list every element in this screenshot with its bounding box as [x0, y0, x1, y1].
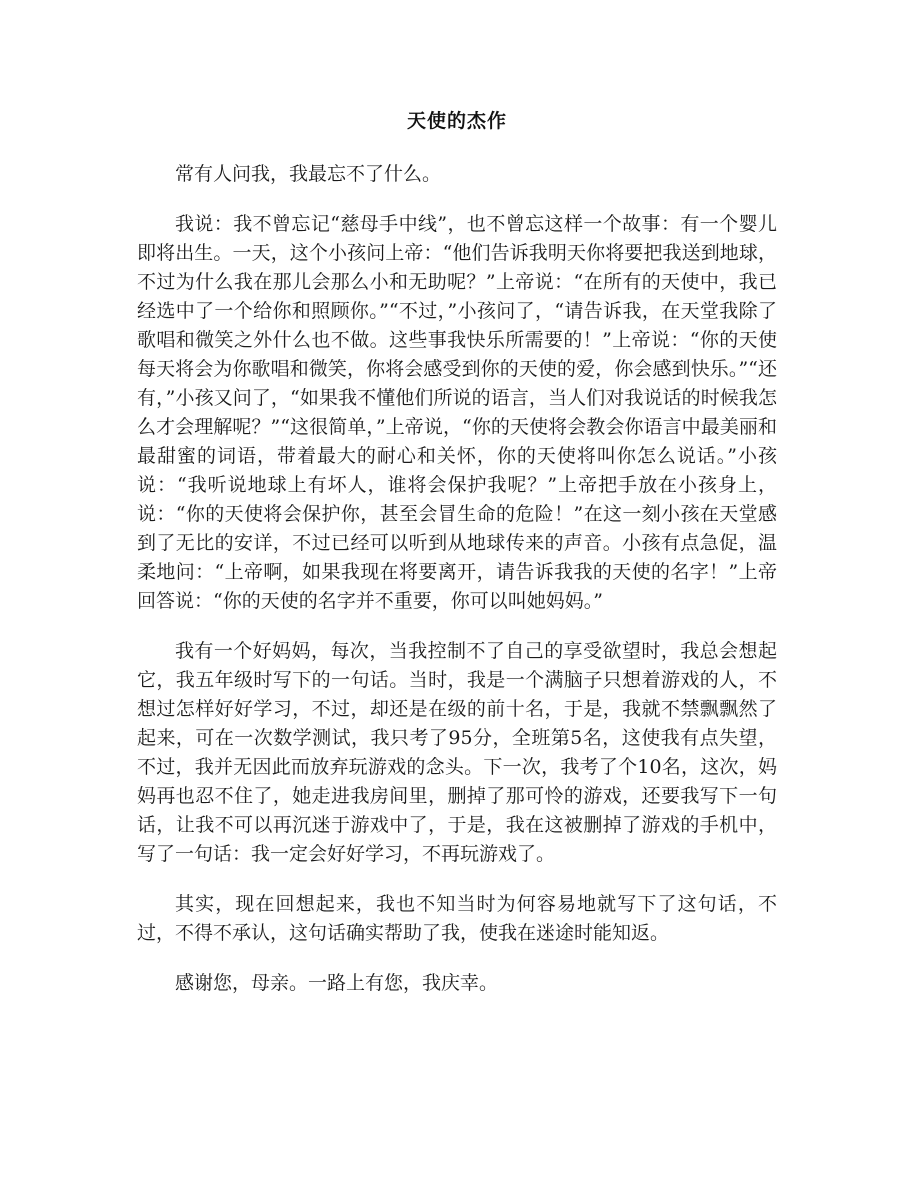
document-title: 天使的杰作 — [406, 110, 507, 132]
paragraph-4: 其实，现在回想起来，我也不知当时为何容易地就写下了这句话，不过，不得不承认，这句话确实帮助了我，使我在迷途时能知返。 — [137, 893, 777, 944]
paragraph-1: 常有人问我，我最忘不了什么。 — [175, 163, 442, 185]
document-body — [137, 104, 777, 998]
paragraph-5: 感谢您，母亲。一路上有您，我庆幸。 — [175, 972, 499, 994]
paragraph-3: 我有一个好妈妈，每次，当我控制不了自己的享受欲望时，我总会想起它，我五年级时写下的一句话。当时，我是一个满脑子只想着游戏的人，不想过怎样好好学习，不过，却还是在级的前十名，于是，我就不禁飘飘然了起来，可在一次数学测试，我只考了95分，全班第5名，这使我有点失望，不过，我并无因此而放弃玩游戏的念头。下一次，我考了个10名，这次，妈妈再也忍不住了，她走进我房间里，删掉了那可怜的游戏，还要我写下一句话，让我不可以再沉迷于游戏中了，于是，我在这被删掉了游戏的手机中，写了一句话：我一定会好好学习，不再玩游戏了。 — [137, 640, 777, 865]
paragraph-2: 我说：我不曾忘记“慈母手中线”，也不曾忘这样一个故事：有一个婴儿即将出生。一天，这个小孩问上帝：“他们告诉我明天你将要把我送到地球，不过为什么我在那儿会那么小和无助呢？”上帝说：“在所有的天使中，我已经选中了一个给你和照顾你。”“不过，”小孩问了，“请告诉我，在天堂我除了歌唱和微笑之外什么也不做。这些事我快乐所需要的！”上帝说：“你的天使每天将会为你歌唱和微笑，你将会感受到你的天使的爱，你会感到快乐。”“还有，”小孩又问了，“如果我不懂他们所说的语言，当人们对我说话的时候我怎么才会理解呢？”“这很简单，”上帝说，“你的天使将会教会你语言中最美丽和最甜蜜的词语，带着最大的耐心和关怀，你的天使将叫你怎么说话。”小孩说：“我听说地球上有坏人，谁将会保护我呢？”上帝把手放在小孩身上，说：“你的天使将会保护你，甚至会冒生命的危险！”在这一刻小孩在天堂感到了无比的安详，不过已经可以听到从地球传来的声音。小孩有点急促，温柔地问：“上帝啊，如果我现在将要离开，请告诉我我的天使的名字！”上帝回答说：“你的天使的名字并不重要，你可以叫她妈妈。” — [137, 213, 777, 612]
